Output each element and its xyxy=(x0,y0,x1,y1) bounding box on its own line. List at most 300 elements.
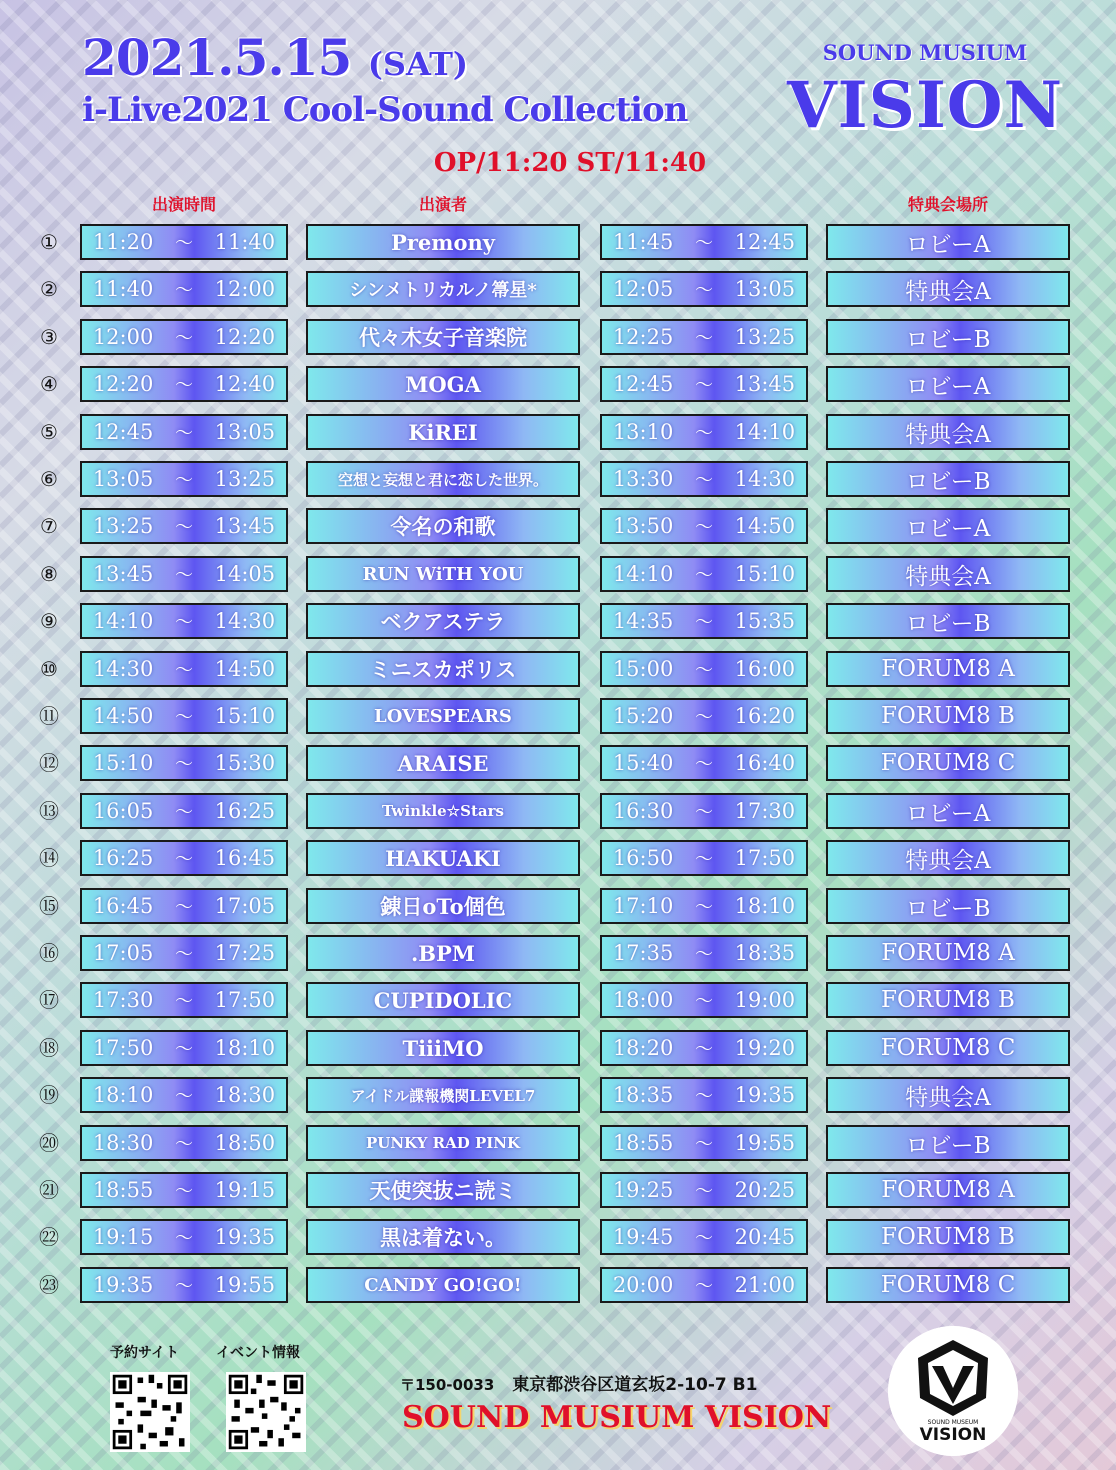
benefit-time-cell xyxy=(600,1267,808,1303)
range-tilde: ～ xyxy=(174,1276,193,1297)
performer-name: .BPM xyxy=(410,940,476,966)
performance-start: 12:00 xyxy=(92,325,154,349)
range-tilde: ～ xyxy=(174,328,193,349)
range-tilde: ～ xyxy=(694,802,713,823)
benefit-location: ロビーB xyxy=(905,610,991,637)
row-number: ① xyxy=(40,230,58,254)
performance-end: 17:50 xyxy=(214,988,276,1012)
performer-name: LOVESPEARS xyxy=(374,705,512,727)
range-tilde: ～ xyxy=(174,1181,193,1202)
benefit-end: 13:25 xyxy=(734,325,796,349)
performance-end: 17:25 xyxy=(214,941,276,965)
performance-start: 13:05 xyxy=(92,467,154,491)
performance-start: 15:10 xyxy=(92,751,154,775)
benefit-start: 11:45 xyxy=(612,230,674,254)
performance-end: 13:05 xyxy=(214,420,276,444)
benefit-end: 17:50 xyxy=(734,846,796,870)
performance-start: 14:30 xyxy=(92,657,154,681)
performance-start: 11:40 xyxy=(92,277,154,301)
performer-name: MOGA xyxy=(405,371,481,397)
benefit-start: 20:00 xyxy=(612,1273,674,1297)
range-tilde: ～ xyxy=(174,280,193,301)
benefit-location-cell xyxy=(826,935,1070,971)
benefit-time-cell xyxy=(600,319,808,355)
row-number: ⑳ xyxy=(39,1131,59,1155)
performer-name: アイドル諜報機関LEVEL7 xyxy=(350,1086,536,1105)
range-tilde: ～ xyxy=(174,660,193,681)
range-tilde: ～ xyxy=(174,754,193,775)
benefit-location-cell xyxy=(826,414,1070,450)
range-tilde: ～ xyxy=(174,849,193,870)
performer-cell xyxy=(306,1267,580,1303)
performer-cell xyxy=(306,366,580,402)
row-number: ⑧ xyxy=(40,562,58,586)
range-tilde: ～ xyxy=(174,1086,193,1107)
benefit-end: 15:10 xyxy=(734,562,796,586)
benefit-location: ロビーA xyxy=(905,373,991,400)
performance-time-cell xyxy=(80,935,288,971)
event-info-qr-code[interactable] xyxy=(226,1372,306,1452)
benefit-location-cell xyxy=(826,745,1070,781)
benefit-start: 15:00 xyxy=(612,657,674,681)
benefit-location: ロビーB xyxy=(905,326,991,353)
benefit-start: 12:45 xyxy=(612,372,674,396)
range-tilde: ～ xyxy=(694,754,713,775)
benefit-time-cell xyxy=(600,793,808,829)
range-tilde: ～ xyxy=(174,470,193,491)
performer-name: TiiiMO xyxy=(402,1035,484,1061)
benefit-end: 16:40 xyxy=(734,751,796,775)
column-header-time: 出演時間 xyxy=(151,195,216,214)
benefit-start: 16:30 xyxy=(612,799,674,823)
performer-cell xyxy=(306,271,580,307)
benefit-location: ロビーB xyxy=(905,895,991,922)
benefit-end: 19:35 xyxy=(734,1083,796,1107)
row-number: ⑬ xyxy=(39,799,59,823)
performance-time-cell xyxy=(80,508,288,544)
event-day: (SAT) xyxy=(367,45,469,83)
range-tilde: ～ xyxy=(174,897,193,918)
benefit-location-cell xyxy=(826,603,1070,639)
performer-cell xyxy=(306,508,580,544)
row-number: ⑫ xyxy=(39,751,59,775)
benefit-end: 19:20 xyxy=(734,1036,796,1060)
performance-start: 13:25 xyxy=(92,514,154,538)
performer-name: 錬日oTo個色 xyxy=(380,894,506,919)
row-number: ② xyxy=(40,277,58,301)
benefit-end: 16:00 xyxy=(734,657,796,681)
benefit-start: 14:10 xyxy=(612,562,674,586)
performance-time-cell xyxy=(80,793,288,829)
performance-start: 14:10 xyxy=(92,609,154,633)
benefit-start: 15:40 xyxy=(612,751,674,775)
benefit-location-cell xyxy=(826,982,1070,1018)
range-tilde: ～ xyxy=(694,280,713,301)
performance-start: 12:20 xyxy=(92,372,154,396)
benefit-start: 19:45 xyxy=(612,1225,674,1249)
performance-time-cell xyxy=(80,224,288,260)
performer-cell xyxy=(306,414,580,450)
range-tilde: ～ xyxy=(694,612,713,633)
performer-cell xyxy=(306,698,580,734)
row-number: ㉑ xyxy=(39,1178,59,1202)
performance-time-cell xyxy=(80,1219,288,1255)
benefit-location-cell xyxy=(826,888,1070,924)
range-tilde: ～ xyxy=(694,1134,713,1155)
performance-end: 12:40 xyxy=(214,372,276,396)
event-date xyxy=(82,28,468,87)
performance-end: 15:30 xyxy=(214,751,276,775)
benefit-end: 13:05 xyxy=(734,277,796,301)
benefit-start: 19:25 xyxy=(612,1178,674,1202)
performance-start: 13:45 xyxy=(92,562,154,586)
performance-end: 14:30 xyxy=(214,609,276,633)
logo-text-big: VISION xyxy=(919,1425,987,1445)
benefit-location-cell xyxy=(826,508,1070,544)
performance-end: 13:25 xyxy=(214,467,276,491)
performance-time-cell xyxy=(80,1172,288,1208)
range-tilde: ～ xyxy=(174,991,193,1012)
benefit-time-cell xyxy=(600,888,808,924)
benefit-start: 13:50 xyxy=(612,514,674,538)
benefit-location-cell xyxy=(826,556,1070,592)
range-tilde: ～ xyxy=(174,1134,193,1155)
benefit-end: 20:25 xyxy=(734,1178,796,1202)
benefit-end: 12:45 xyxy=(734,230,796,254)
performance-time-cell xyxy=(80,982,288,1018)
performer-cell xyxy=(306,840,580,876)
performer-cell xyxy=(306,651,580,687)
benefit-start: 17:10 xyxy=(612,894,674,918)
benefit-location-cell xyxy=(826,1172,1070,1208)
venue-logo xyxy=(888,1326,1018,1456)
benefit-start: 18:20 xyxy=(612,1036,674,1060)
performer-name: ベクアステラ xyxy=(380,609,506,634)
row-number: ⑩ xyxy=(40,657,58,681)
benefit-location: 特典会A xyxy=(905,1084,991,1111)
logo-text-small: SOUND MUSEUM xyxy=(927,1419,979,1426)
performance-time-cell xyxy=(80,651,288,687)
benefit-time-cell xyxy=(600,1172,808,1208)
row-number: ⑥ xyxy=(40,467,58,491)
benefit-time-cell xyxy=(600,603,808,639)
benefit-time-cell xyxy=(600,461,808,497)
performer-name: PUNKY RAD PINK xyxy=(365,1134,520,1152)
range-tilde: ～ xyxy=(174,233,193,254)
benefit-time-cell xyxy=(600,556,808,592)
performer-cell xyxy=(306,603,580,639)
benefit-location-cell xyxy=(826,793,1070,829)
event-title: i-Live2021 Cool-Sound Collection xyxy=(82,90,688,130)
performance-start: 14:50 xyxy=(92,704,154,728)
benefit-location: ロビーA xyxy=(905,800,991,827)
performer-name: 天使突抜ニ読ミ xyxy=(369,1178,517,1203)
row-number: ⑪ xyxy=(39,704,59,728)
venue-name-big: VISION xyxy=(787,68,1063,143)
performer-cell xyxy=(306,888,580,924)
column-header-location: 特典会場所 xyxy=(907,195,988,214)
performer-name: CUPIDOLIC xyxy=(373,987,513,1013)
performer-name: 黒は着ない。 xyxy=(380,1225,506,1250)
performance-time-cell xyxy=(80,271,288,307)
performer-cell xyxy=(306,556,580,592)
benefit-location: ロビーB xyxy=(905,1132,991,1159)
range-tilde: ～ xyxy=(174,1039,193,1060)
benefit-location: FORUM8 B xyxy=(881,987,1015,1013)
benefit-location-cell xyxy=(826,1030,1070,1066)
benefit-start: 13:30 xyxy=(612,467,674,491)
range-tilde: ～ xyxy=(174,1228,193,1249)
venue-address xyxy=(400,1370,757,1395)
benefit-location-cell xyxy=(826,1125,1070,1161)
benefit-location: ロビーA xyxy=(905,515,991,542)
performer-name: Twinkle☆Stars xyxy=(382,802,504,820)
range-tilde: ～ xyxy=(694,707,713,728)
row-number: ⑦ xyxy=(40,514,58,538)
performance-end: 16:45 xyxy=(214,846,276,870)
row-number: ⑲ xyxy=(39,1083,59,1107)
benefit-location-cell xyxy=(826,1077,1070,1113)
performer-cell xyxy=(306,1219,580,1255)
range-tilde: ～ xyxy=(694,233,713,254)
benefit-time-cell xyxy=(600,935,808,971)
benefit-start: 13:10 xyxy=(612,420,674,444)
range-tilde: ～ xyxy=(694,849,713,870)
benefit-start: 18:00 xyxy=(612,988,674,1012)
performer-cell xyxy=(306,224,580,260)
performance-end: 18:30 xyxy=(214,1083,276,1107)
row-number: ⑨ xyxy=(40,609,58,633)
benefit-start: 16:50 xyxy=(612,846,674,870)
range-tilde: ～ xyxy=(694,660,713,681)
performance-time-cell xyxy=(80,603,288,639)
performance-start: 11:20 xyxy=(92,230,154,254)
benefit-time-cell xyxy=(600,1125,808,1161)
performance-end: 15:10 xyxy=(214,704,276,728)
benefit-location: FORUM8 B xyxy=(881,1224,1015,1250)
range-tilde: ～ xyxy=(694,517,713,538)
benefit-time-cell xyxy=(600,698,808,734)
performer-name: Premony xyxy=(391,229,495,255)
benefit-time-cell xyxy=(600,508,808,544)
performance-time-cell xyxy=(80,414,288,450)
performance-end: 14:05 xyxy=(214,562,276,586)
benefit-location-cell xyxy=(826,698,1070,734)
performer-name: 代々木女子音楽院 xyxy=(359,325,527,350)
performance-start: 16:45 xyxy=(92,894,154,918)
range-tilde: ～ xyxy=(694,423,713,444)
performer-name: ARAISE xyxy=(397,750,489,776)
benefit-location: FORUM8 C xyxy=(880,1272,1016,1298)
range-tilde: ～ xyxy=(174,612,193,633)
footer-venue-name: SOUND MUSIUM VISION xyxy=(402,1400,832,1435)
benefit-end: 21:00 xyxy=(734,1273,796,1297)
benefit-location: FORUM8 C xyxy=(880,750,1016,776)
reservation-site-label: 予約サイト xyxy=(110,1345,180,1361)
range-tilde: ～ xyxy=(174,517,193,538)
benefit-location-cell xyxy=(826,319,1070,355)
range-tilde: ～ xyxy=(694,1276,713,1297)
benefit-location: FORUM8 A xyxy=(881,1177,1015,1203)
performer-cell xyxy=(306,935,580,971)
event-date-value: 2021.5.15 xyxy=(82,28,352,87)
performer-cell xyxy=(306,319,580,355)
benefit-location: ロビーA xyxy=(905,231,991,258)
performance-end: 19:15 xyxy=(214,1178,276,1202)
benefit-location-cell xyxy=(826,651,1070,687)
performer-cell xyxy=(306,982,580,1018)
benefit-time-cell xyxy=(600,651,808,687)
range-tilde: ～ xyxy=(694,1228,713,1249)
performance-time-cell xyxy=(80,840,288,876)
performance-end: 17:05 xyxy=(214,894,276,918)
venue-name-small: SOUND MUSIUM xyxy=(822,40,1028,65)
benefit-end: 17:30 xyxy=(734,799,796,823)
performance-time-cell xyxy=(80,366,288,402)
benefit-location: 特典会A xyxy=(905,847,991,874)
performer-cell xyxy=(306,1030,580,1066)
performer-name: CANDY GO!GO! xyxy=(364,1274,522,1296)
reservation-qr-code[interactable] xyxy=(110,1372,190,1452)
benefit-time-cell xyxy=(600,1219,808,1255)
performance-time-cell xyxy=(80,698,288,734)
benefit-time-cell xyxy=(600,982,808,1018)
range-tilde: ～ xyxy=(174,375,193,396)
range-tilde: ～ xyxy=(694,328,713,349)
performance-time-cell xyxy=(80,556,288,592)
row-number: ⑯ xyxy=(39,941,59,965)
benefit-start: 12:05 xyxy=(612,277,674,301)
row-number: ㉒ xyxy=(39,1225,59,1249)
performance-end: 13:45 xyxy=(214,514,276,538)
performance-end: 19:55 xyxy=(214,1273,276,1297)
benefit-time-cell xyxy=(600,271,808,307)
benefit-start: 18:35 xyxy=(612,1083,674,1107)
benefit-start: 14:35 xyxy=(612,609,674,633)
range-tilde: ～ xyxy=(174,802,193,823)
row-number: ⑮ xyxy=(39,894,59,918)
performance-end: 16:25 xyxy=(214,799,276,823)
range-tilde: ～ xyxy=(694,1039,713,1060)
performance-time-cell xyxy=(80,1125,288,1161)
performance-time-cell xyxy=(80,888,288,924)
performance-time-cell xyxy=(80,461,288,497)
row-number: ⑰ xyxy=(39,988,59,1012)
benefit-location: 特典会A xyxy=(905,421,991,448)
range-tilde: ～ xyxy=(694,565,713,586)
performance-end: 14:50 xyxy=(214,657,276,681)
benefit-location: FORUM8 B xyxy=(881,703,1015,729)
benefit-end: 14:30 xyxy=(734,467,796,491)
performance-time-cell xyxy=(80,1030,288,1066)
benefit-location-cell xyxy=(826,271,1070,307)
range-tilde: ～ xyxy=(694,1086,713,1107)
benefit-time-cell xyxy=(600,745,808,781)
range-tilde: ～ xyxy=(174,707,193,728)
performance-start: 19:35 xyxy=(92,1273,154,1297)
row-number: ④ xyxy=(40,372,58,396)
performance-start: 16:25 xyxy=(92,846,154,870)
performance-end: 19:35 xyxy=(214,1225,276,1249)
performance-time-cell xyxy=(80,1267,288,1303)
performer-name: 空想と妄想と君に恋した世界。 xyxy=(337,470,548,489)
benefit-location-cell xyxy=(826,224,1070,260)
postal-code: 〒150-0033 xyxy=(400,1376,495,1394)
street-address: 東京都渋谷区道玄坂2-10-7 B1 xyxy=(512,1375,758,1395)
benefit-location-cell xyxy=(826,1267,1070,1303)
performer-cell xyxy=(306,793,580,829)
row-number: ⑱ xyxy=(39,1036,59,1060)
performance-end: 18:10 xyxy=(214,1036,276,1060)
performer-cell xyxy=(306,1125,580,1161)
performance-start: 17:50 xyxy=(92,1036,154,1060)
performance-start: 18:55 xyxy=(92,1178,154,1202)
performer-name: HAKUAKI xyxy=(385,845,501,871)
range-tilde: ～ xyxy=(174,565,193,586)
range-tilde: ～ xyxy=(694,375,713,396)
column-header-performer: 出演者 xyxy=(418,195,467,214)
performance-time-cell xyxy=(80,1077,288,1113)
performer-name: KiREI xyxy=(408,419,478,445)
benefit-time-cell xyxy=(600,224,808,260)
benefit-end: 20:45 xyxy=(734,1225,796,1249)
benefit-time-cell xyxy=(600,840,808,876)
benefit-time-cell xyxy=(600,366,808,402)
benefit-end: 18:10 xyxy=(734,894,796,918)
performance-time-cell xyxy=(80,319,288,355)
benefit-time-cell xyxy=(600,1030,808,1066)
benefit-time-cell xyxy=(600,1077,808,1113)
row-number: ⑤ xyxy=(40,420,58,444)
performer-cell xyxy=(306,1172,580,1208)
performance-end: 12:00 xyxy=(214,277,276,301)
event-info-label: イベント情報 xyxy=(216,1345,300,1361)
performance-start: 17:30 xyxy=(92,988,154,1012)
benefit-location: FORUM8 A xyxy=(881,656,1015,682)
benefit-start: 17:35 xyxy=(612,941,674,965)
benefit-end: 19:55 xyxy=(734,1131,796,1155)
row-number: ⑭ xyxy=(39,846,59,870)
performer-cell xyxy=(306,745,580,781)
benefit-location-cell xyxy=(826,840,1070,876)
benefit-location: ロビーB xyxy=(905,468,991,495)
performance-start: 19:15 xyxy=(92,1225,154,1249)
benefit-start: 12:25 xyxy=(612,325,674,349)
range-tilde: ～ xyxy=(694,991,713,1012)
performance-start: 12:45 xyxy=(92,420,154,444)
benefit-end: 14:50 xyxy=(734,514,796,538)
benefit-end: 15:35 xyxy=(734,609,796,633)
benefit-location: 特典会A xyxy=(905,563,991,590)
performer-name: RUN WiTH YOU xyxy=(362,563,524,585)
performance-end: 18:50 xyxy=(214,1131,276,1155)
performance-start: 18:30 xyxy=(92,1131,154,1155)
performance-start: 18:10 xyxy=(92,1083,154,1107)
benefit-end: 19:00 xyxy=(734,988,796,1012)
range-tilde: ～ xyxy=(694,944,713,965)
range-tilde: ～ xyxy=(694,897,713,918)
benefit-location: FORUM8 C xyxy=(880,1035,1016,1061)
performer-cell xyxy=(306,1077,580,1113)
range-tilde: ～ xyxy=(174,423,193,444)
performance-end: 11:40 xyxy=(214,230,276,254)
benefit-start: 18:55 xyxy=(612,1131,674,1155)
performer-cell xyxy=(306,461,580,497)
benefit-end: 13:45 xyxy=(734,372,796,396)
range-tilde: ～ xyxy=(694,1181,713,1202)
benefit-time-cell xyxy=(600,414,808,450)
performer-name: シンメトリカルノ箒星* xyxy=(349,280,537,301)
